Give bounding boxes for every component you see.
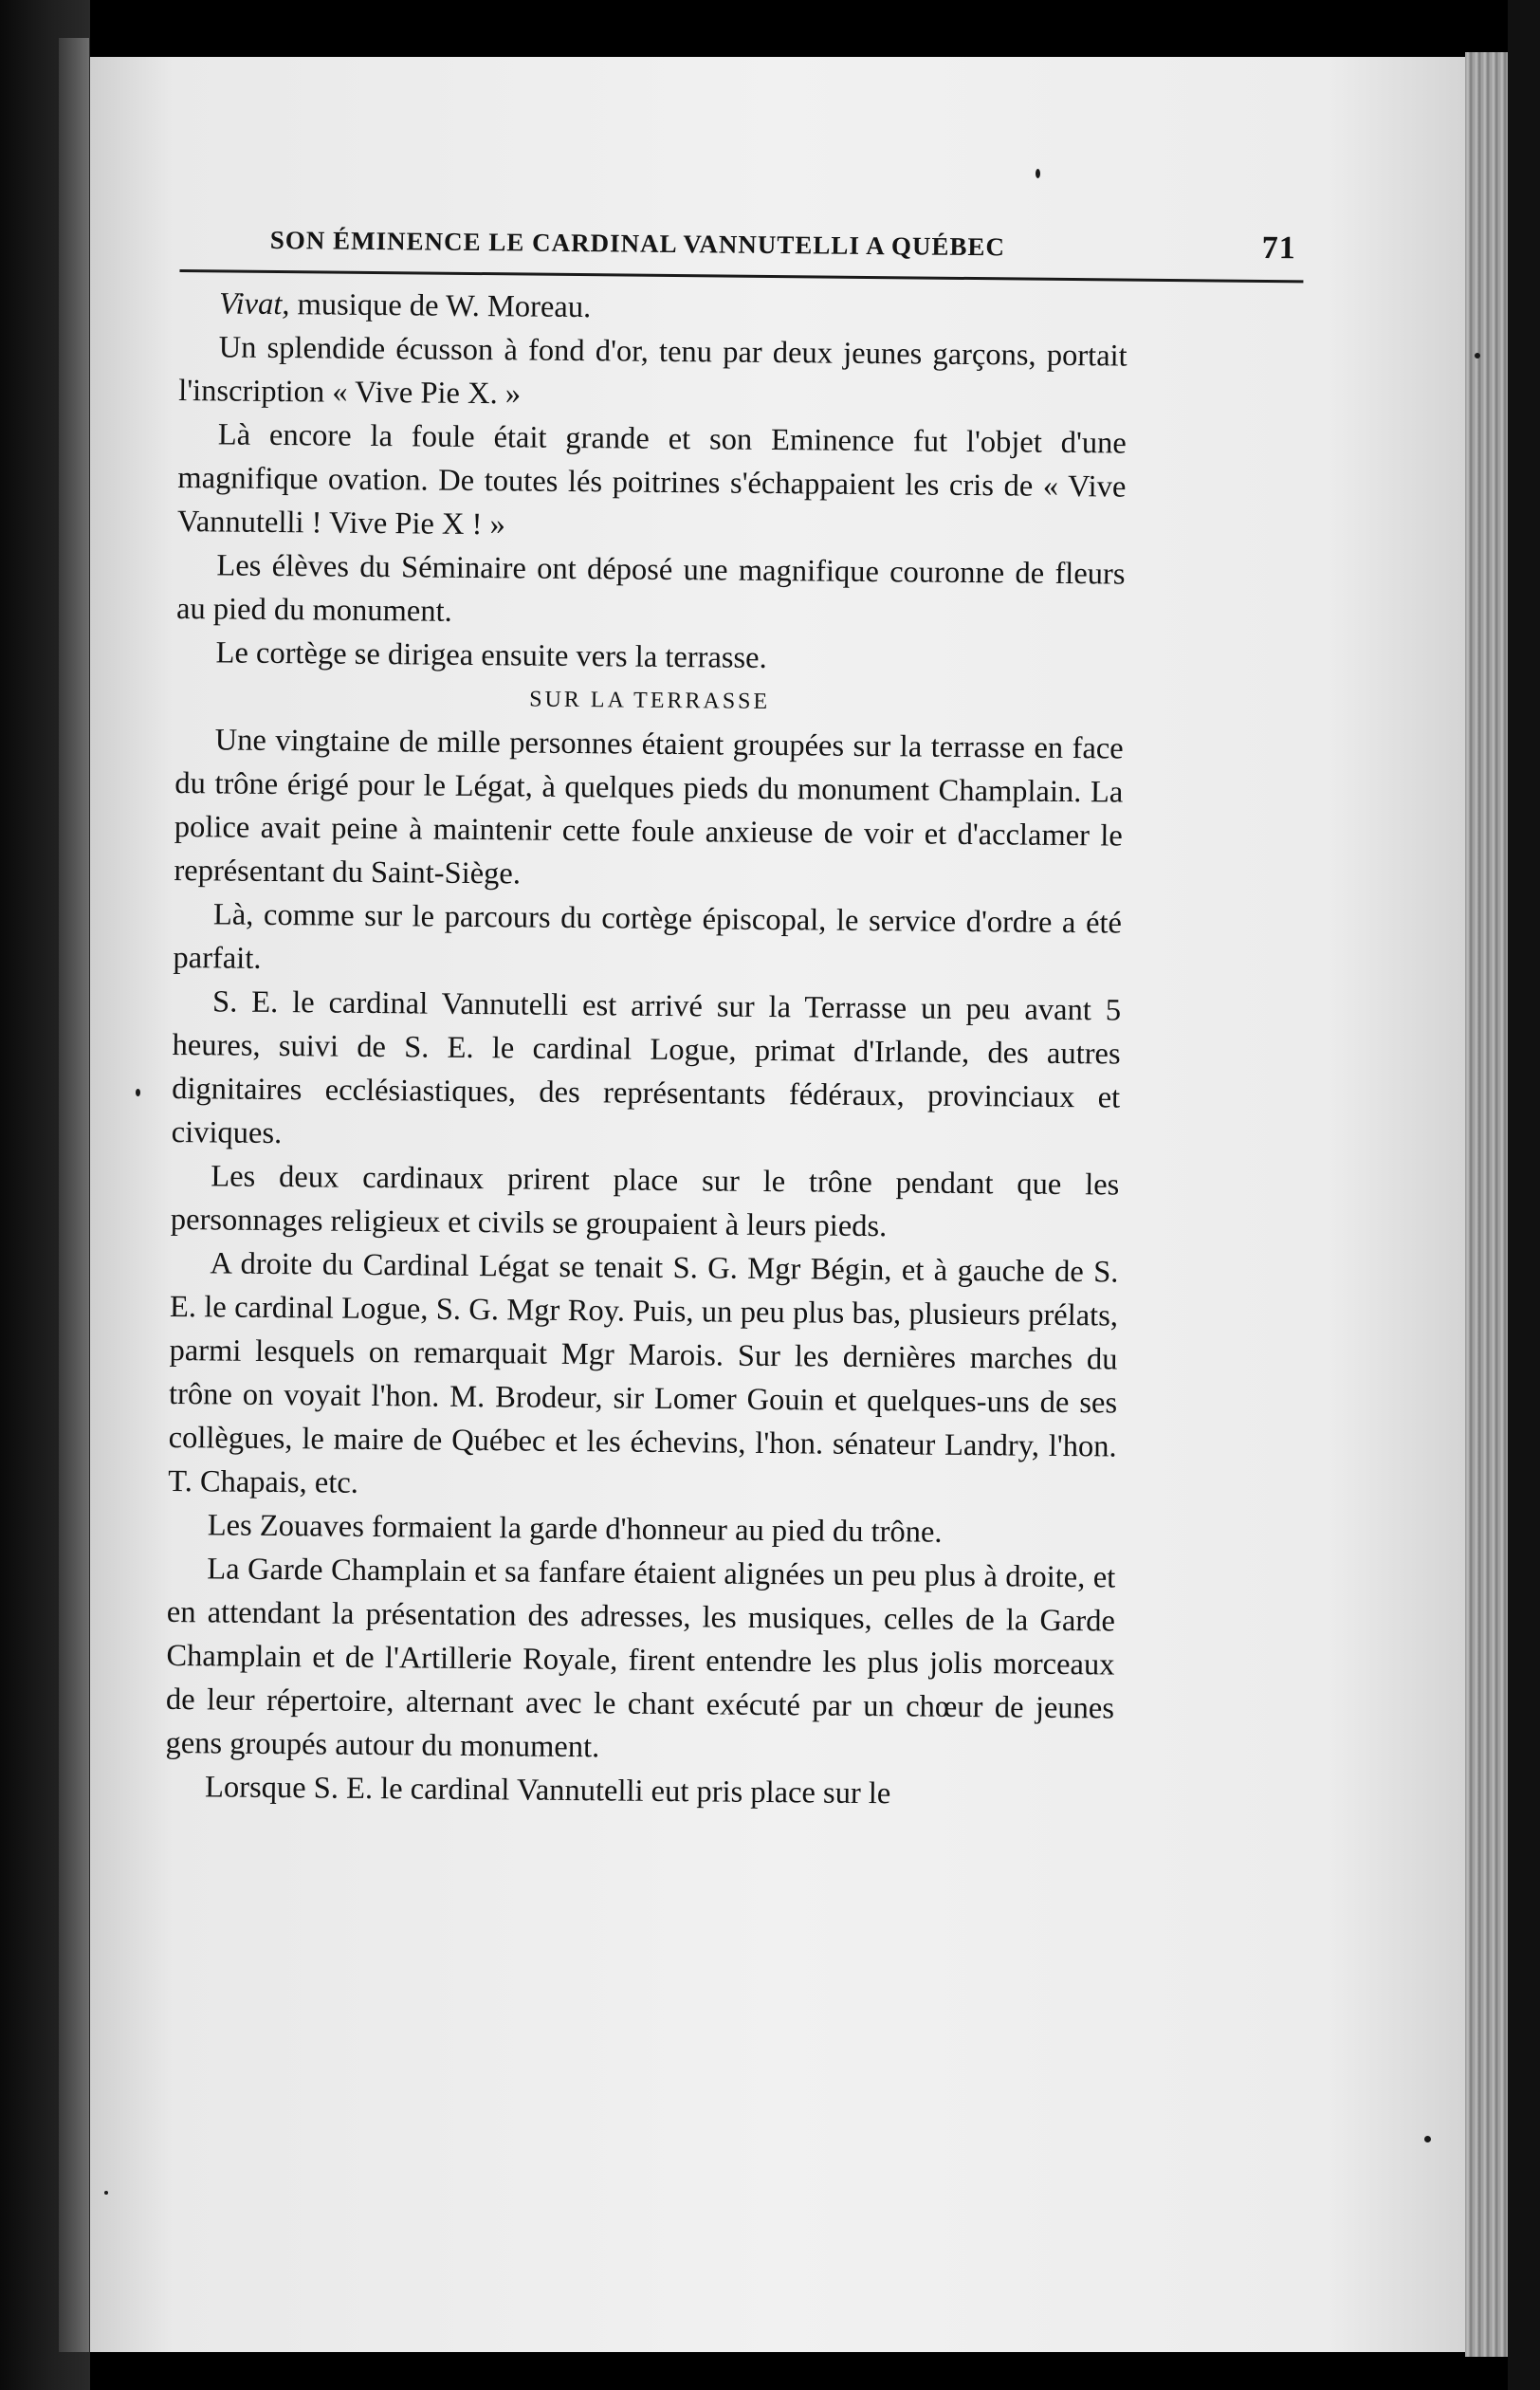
paragraph: Le cortège se dirigea ensuite vers la terrasse. — [215, 635, 767, 675]
paragraph: S. E. le cardinal Vannutelli est arrivé sur la Terrasse un peu avant 5 heures, suivi de S. E. le cardinal Logue, primat d'Irlande, des autres dignitaires ecclésiastiques, des représentants fédéraux, provinciaux et civiques. — [171, 984, 1122, 1151]
scan-speck — [104, 2191, 108, 2195]
binding-edge — [59, 38, 89, 2352]
scan-border — [1508, 0, 1540, 2390]
body-text — [165, 282, 1128, 1818]
paragraph: Là, comme sur le parcours du cortège épiscopal, le service d'ordre a été parfait. — [173, 897, 1123, 976]
running-head-title: SON ÉMINENCE LE CARDINAL VANNUTELLI A QUÉBEC — [269, 225, 1006, 262]
scan-speck — [1475, 353, 1480, 358]
page-text-block — [165, 220, 1296, 1818]
paragraph: Un splendide écusson à fond d'or, tenu par deux jeunes garçons, portait l'inscription « Vive Pie X. » — [178, 330, 1128, 412]
running-head — [179, 220, 1303, 283]
paragraph: Là encore la foule était grande et son Eminence fut l'objet d'une magnifique ovation. De toutes lés poitrines s'échappaient les cris de « Vive Vannutelli ! Vive Pie X ! » — [176, 417, 1127, 542]
paragraph: Les Zouaves formaient la garde d'honneur au pied du trône. — [207, 1508, 943, 1550]
section-heading: SUR LA TERRASSE — [529, 687, 771, 714]
paragraph: La Garde Champlain et sa fanfare étaient alignées un peu plus à droite, et en attendant la présentation des adresses, les musiques, celles de la Garde Champlain et de l'Artillerie Royale, firent entendre les plus jolis morceaux de leur répertoire, alternant avec le chant exécuté par un chœur de jeunes gens groupés autour du monument. — [165, 1552, 1116, 1765]
paragraph: Les élèves du Séminaire ont déposé une magnifique couronne de fleurs au pied du monument. — [175, 548, 1126, 629]
scan-speck — [136, 1089, 140, 1096]
paragraph: Vivat, musique de W. Moreau. — [218, 286, 592, 325]
paragraph: Une vingtaine de mille personnes étaient groupées sur la terrasse en face du trône érigé pour le Légat, à quelques pieds du monument Champlain. La police avait peine à maintenir cette foule anxieuse de voir et d'acclamer le représentant du Saint-Siège. — [174, 723, 1124, 892]
italic-lead: Vivat, — [218, 286, 290, 322]
scan-speck — [1424, 2136, 1431, 2142]
scan-speck — [1036, 169, 1040, 178]
paragraph: Les deux cardinaux prirent place sur le trône pendant que les personnages religieux et civils se groupaient à leurs pieds. — [170, 1159, 1120, 1244]
page-number: 71 — [1261, 230, 1296, 267]
paragraph: A droite du Cardinal Légat se tenait S. G. Mgr Bégin, et à gauche de S. E. le cardinal Logue, S. G. Mgr Roy. Puis, un peu plus bas, plusieurs prélats, parmi lesquels on remarquait Mgr Marois. Sur les dernières marches du trône on voyait l'hon. M. Brodeur, sir Lomer Gouin et quelques-uns de ses collègues, le maire de Québec et les échevins, l'hon. sénateur Landry, l'hon. T. Chapais, etc. — [168, 1246, 1119, 1500]
paragraph: Lorsque S. E. le cardinal Vannutelli eut pris place sur le — [204, 1770, 891, 1811]
